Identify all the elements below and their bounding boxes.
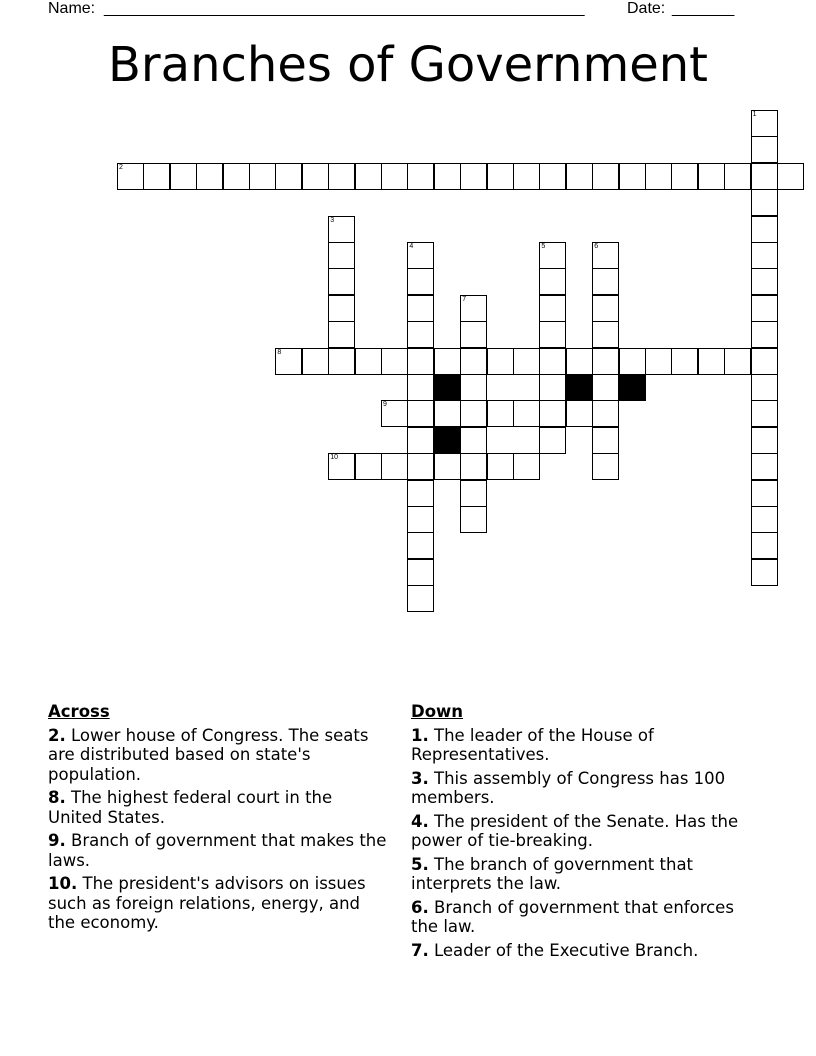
crossword-cell[interactable] [724, 163, 751, 190]
crossword-cell[interactable] [539, 242, 566, 269]
crossword-cell[interactable] [751, 216, 778, 243]
crossword-cell[interactable] [407, 427, 434, 454]
crossword-cell[interactable] [434, 400, 461, 427]
clue-number: 5 [541, 243, 546, 250]
across-clue [48, 788, 388, 827]
crossword-cell[interactable] [355, 453, 382, 480]
crossword-cell[interactable] [592, 400, 619, 427]
crossword-cell[interactable] [328, 216, 355, 243]
crossword-cell[interactable] [407, 374, 434, 401]
across-heading: Across [48, 702, 110, 721]
crossword-cell[interactable] [751, 506, 778, 533]
crossword-cell[interactable] [407, 453, 434, 480]
down-clue [411, 941, 751, 961]
clue-num: 6. [411, 897, 429, 917]
crossword-cell[interactable] [275, 348, 302, 375]
crossword-cell[interactable] [407, 532, 434, 559]
crossword-cell[interactable] [249, 163, 276, 190]
crossword-cell[interactable] [328, 348, 355, 375]
crossword-cell[interactable] [539, 268, 566, 295]
page-title: Branches of Government [108, 37, 708, 93]
crossword-cell[interactable] [645, 163, 672, 190]
across-clue-list [48, 726, 388, 933]
clue-number: 10 [330, 454, 338, 462]
down-heading: Down [411, 702, 464, 721]
crossword-cell[interactable] [539, 348, 566, 375]
clue-text: The highest federal court in the United States. [48, 788, 333, 827]
crossword-cell[interactable] [460, 295, 487, 322]
clue-num: 5. [411, 854, 429, 874]
crossword-cell[interactable] [381, 348, 408, 375]
crossword-cell[interactable] [619, 163, 646, 190]
crossword-cell[interactable] [407, 400, 434, 427]
clue-number: 3 [330, 216, 335, 224]
crossword-cell[interactable] [751, 295, 778, 322]
crossword-cell[interactable] [487, 453, 514, 480]
crossword-cell[interactable] [407, 480, 434, 507]
clue-text: Branch of government that enforces the law. [411, 897, 734, 936]
crossword-cell[interactable] [566, 400, 593, 427]
clue-number: 8 [277, 348, 282, 356]
clue-number: 2 [119, 163, 123, 171]
crossword-cell[interactable] [302, 163, 329, 190]
clue-text: The leader of the House of Representatives. [411, 725, 654, 764]
crossword-cell[interactable] [592, 242, 619, 269]
clue-number: 9 [383, 401, 387, 409]
crossword-cell[interactable] [407, 348, 434, 375]
crossword-cell[interactable] [407, 506, 434, 533]
crossword-cell[interactable] [407, 585, 434, 612]
black-cell [434, 427, 461, 454]
across-clues [48, 702, 388, 937]
down-clues [411, 702, 751, 964]
clue-text: The branch of government that interprets the law. [411, 854, 694, 893]
crossword-cell[interactable] [328, 453, 355, 480]
crossword-cell[interactable] [328, 163, 355, 190]
crossword-cell[interactable] [751, 136, 778, 163]
crossword-cell[interactable] [117, 163, 144, 190]
crossword-cell[interactable] [539, 163, 566, 190]
crossword-cell[interactable] [460, 427, 487, 454]
crossword-cell[interactable] [407, 559, 434, 586]
crossword-cell[interactable] [460, 506, 487, 533]
crossword-cell[interactable] [513, 348, 540, 375]
crossword-cell[interactable] [460, 163, 487, 190]
clue-number: 1 [752, 111, 757, 118]
down-clue [411, 726, 751, 765]
clue-text: The president's advisors on issues such as foreign relations, energy, and the economy. [48, 874, 366, 932]
crossword-cell[interactable] [513, 453, 540, 480]
crossword-cell[interactable] [302, 348, 329, 375]
black-cell [566, 374, 593, 401]
crossword-cell[interactable] [328, 295, 355, 322]
crossword-cell[interactable] [751, 242, 778, 269]
crossword-cell[interactable] [460, 400, 487, 427]
down-clue-list [411, 726, 751, 961]
crossword-cell[interactable] [566, 348, 593, 375]
crossword-cell[interactable] [460, 374, 487, 401]
crossword-cell[interactable] [328, 321, 355, 348]
crossword-cell[interactable] [513, 163, 540, 190]
clue-num: 1. [411, 725, 429, 745]
crossword-cell[interactable] [407, 321, 434, 348]
down-clue [411, 898, 751, 937]
crossword-cell[interactable] [407, 268, 434, 295]
crossword-cell[interactable] [645, 348, 672, 375]
clue-num: 7. [411, 940, 429, 960]
crossword-cell[interactable] [751, 374, 778, 401]
crossword-cell[interactable] [671, 163, 698, 190]
crossword-cell[interactable] [724, 348, 751, 375]
crossword-cell[interactable] [751, 427, 778, 454]
crossword-cell[interactable] [460, 453, 487, 480]
clue-num: 9. [48, 831, 66, 850]
crossword-cell[interactable] [434, 453, 461, 480]
crossword-cell[interactable] [143, 163, 170, 190]
crossword-cell[interactable] [460, 348, 487, 375]
down-clue [411, 855, 751, 894]
crossword-cell[interactable] [539, 321, 566, 348]
clue-num: 8. [48, 788, 66, 807]
crossword-cell[interactable] [751, 110, 778, 137]
crossword-cell[interactable] [566, 163, 593, 190]
down-clue [411, 812, 751, 851]
crossword-cell[interactable] [487, 400, 514, 427]
crossword-cell[interactable] [751, 348, 778, 375]
crossword-cell[interactable] [592, 427, 619, 454]
black-cell [434, 374, 461, 401]
black-cell [619, 374, 646, 401]
crossword-cell[interactable] [592, 374, 619, 401]
clue-text: Leader of the Executive Branch. [434, 940, 699, 960]
crossword-cell[interactable] [407, 163, 434, 190]
crossword-cell[interactable] [751, 268, 778, 295]
crossword-cell[interactable] [434, 163, 461, 190]
crossword-cell[interactable] [751, 189, 778, 216]
crossword-cell[interactable] [751, 400, 778, 427]
crossword-cell[interactable] [223, 163, 250, 190]
crossword-cell[interactable] [460, 480, 487, 507]
crossword-cell[interactable] [381, 400, 408, 427]
clue-num: 2. [48, 725, 66, 745]
crossword-cell[interactable] [487, 348, 514, 375]
crossword-cell[interactable] [275, 163, 302, 190]
crossword-cell[interactable] [539, 427, 566, 454]
crossword-cell[interactable] [381, 163, 408, 190]
crossword-cell[interactable] [751, 321, 778, 348]
crossword-cell[interactable] [513, 400, 540, 427]
crossword-cell[interactable] [671, 348, 698, 375]
clue-num: 10. [48, 874, 78, 893]
clue-number: 7 [462, 295, 467, 303]
across-clue [48, 831, 388, 870]
date-label: Date: [627, 0, 666, 17]
clue-text: The president of the Senate. Has the power of tie-breaking. [411, 811, 739, 850]
clue-num: 3. [411, 768, 429, 788]
crossword-cell[interactable] [170, 163, 197, 190]
crossword-cell[interactable] [751, 453, 778, 480]
crossword-cell[interactable] [592, 268, 619, 295]
clue-number: 4 [409, 243, 414, 250]
clue-text: Lower house of Congress. The seats are distributed based on state's population. [48, 725, 369, 784]
crossword-cell[interactable] [407, 295, 434, 322]
crossword-cell[interactable] [355, 163, 382, 190]
crossword-cell[interactable] [328, 242, 355, 269]
crossword-cell[interactable] [381, 453, 408, 480]
crossword-cell[interactable] [592, 348, 619, 375]
crossword-cell[interactable] [355, 348, 382, 375]
clue-text: Branch of government that makes the laws. [48, 831, 387, 870]
crossword-cell[interactable] [592, 321, 619, 348]
name-label: Name: [48, 0, 96, 17]
crossword-cell[interactable] [434, 348, 461, 375]
clue-number: 6 [594, 243, 599, 250]
crossword-cell[interactable] [751, 532, 778, 559]
crossword-cell[interactable] [460, 321, 487, 348]
crossword-cell[interactable] [592, 453, 619, 480]
crossword-cell[interactable] [592, 295, 619, 322]
crossword-cell[interactable] [751, 559, 778, 586]
crossword-cell[interactable] [698, 163, 725, 190]
down-clue [411, 769, 751, 808]
across-clue [48, 726, 388, 785]
crossword-cell[interactable] [698, 348, 725, 375]
clue-text: This assembly of Congress has 100 members. [411, 768, 726, 807]
crossword-cell[interactable] [328, 268, 355, 295]
crossword-cell[interactable] [539, 295, 566, 322]
across-clue [48, 874, 388, 933]
crossword-cell[interactable] [196, 163, 223, 190]
name-blank[interactable]: ______________________________________________________ [104, 0, 585, 17]
crossword-cell[interactable] [539, 374, 566, 401]
crossword-cell[interactable] [777, 163, 804, 190]
crossword-cell[interactable] [487, 163, 514, 190]
clue-num: 4. [411, 811, 429, 831]
crossword-cell[interactable] [751, 163, 778, 190]
crossword-cell[interactable] [407, 242, 434, 269]
crossword-cell[interactable] [751, 480, 778, 507]
crossword-cell[interactable] [619, 348, 646, 375]
date-blank[interactable]: _______ [672, 0, 735, 17]
crossword-cell[interactable] [592, 163, 619, 190]
crossword-cell[interactable] [539, 400, 566, 427]
